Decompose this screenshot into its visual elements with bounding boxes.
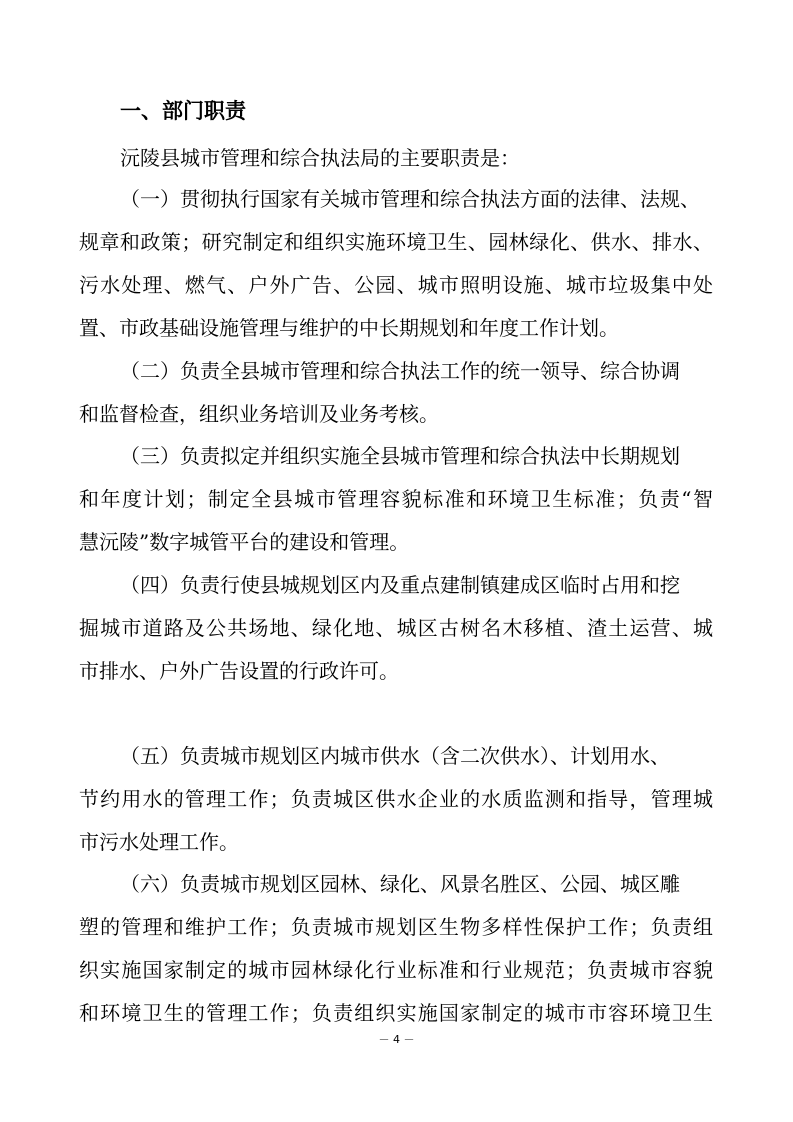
paragraph-line: （一）贯彻执行国家有关城市管理和综合执法方面的法律、法规、 bbox=[120, 187, 700, 211]
paragraph-line: 和监督检查，组织业务培训及业务考核。 bbox=[79, 402, 439, 426]
paragraph-line: 和年度计划；制定全县城市管理容貌标准和环境卫生标准；负责“智 bbox=[79, 487, 713, 511]
paragraph-line: （五）负责城市规划区内城市供水（含二次供水）、计划用水、 bbox=[120, 744, 670, 768]
paragraph-line: 塑的管理和维护工作；负责城市规划区生物多样性保护工作；负责组 bbox=[79, 915, 713, 939]
page-number: － 4 － bbox=[378, 1033, 415, 1046]
paragraph-line: 掘城市道路及公共场地、绿化地、城区古树名木移植、渣土运营、城 bbox=[79, 616, 713, 640]
paragraph-line: （六）负责城市规划区园林、绿化、风景名胜区、公园、城区雕 bbox=[120, 872, 680, 896]
paragraph-line: 节约用水的管理工作；负责城区供水企业的水质监测和指导，管理城 bbox=[79, 787, 713, 811]
section-heading: 一、部门职责 bbox=[120, 99, 246, 123]
paragraph-line: 置、市政基础设施管理与维护的中长期规划和年度工作计划。 bbox=[79, 316, 619, 340]
intro-line: 沅陵县城市管理和综合执法局的主要职责是： bbox=[120, 146, 520, 170]
paragraph-line: 和环境卫生的管理工作；负责组织实施国家制定的城市市容环境卫生 bbox=[79, 1001, 713, 1025]
paragraph-line: （三）负责拟定并组织实施全县城市管理和综合执法中长期规划 bbox=[120, 444, 680, 468]
paragraph-line: 市排水、户外广告设置的行政许可。 bbox=[79, 659, 399, 683]
paragraph-line: 慧沅陵”数字城管平台的建设和管理。 bbox=[79, 530, 410, 554]
paragraph-line: 污水处理、燃气、户外广告、公园、城市照明设施、城市垃圾集中处 bbox=[79, 273, 713, 297]
paragraph-line: 织实施国家制定的城市园林绿化行业标准和行业规范；负责城市容貌 bbox=[79, 958, 713, 982]
paragraph-line: （二）负责全县城市管理和综合执法工作的统一领导、综合协调 bbox=[120, 359, 680, 383]
paragraph-line: 市污水处理工作。 bbox=[79, 830, 239, 854]
paragraph-line: （四）负责行使县城规划区内及重点建制镇建成区临时占用和挖 bbox=[120, 573, 680, 597]
paragraph-line: 规章和政策；研究制定和组织实施环境卫生、园林绿化、供水、排水、 bbox=[79, 230, 713, 254]
